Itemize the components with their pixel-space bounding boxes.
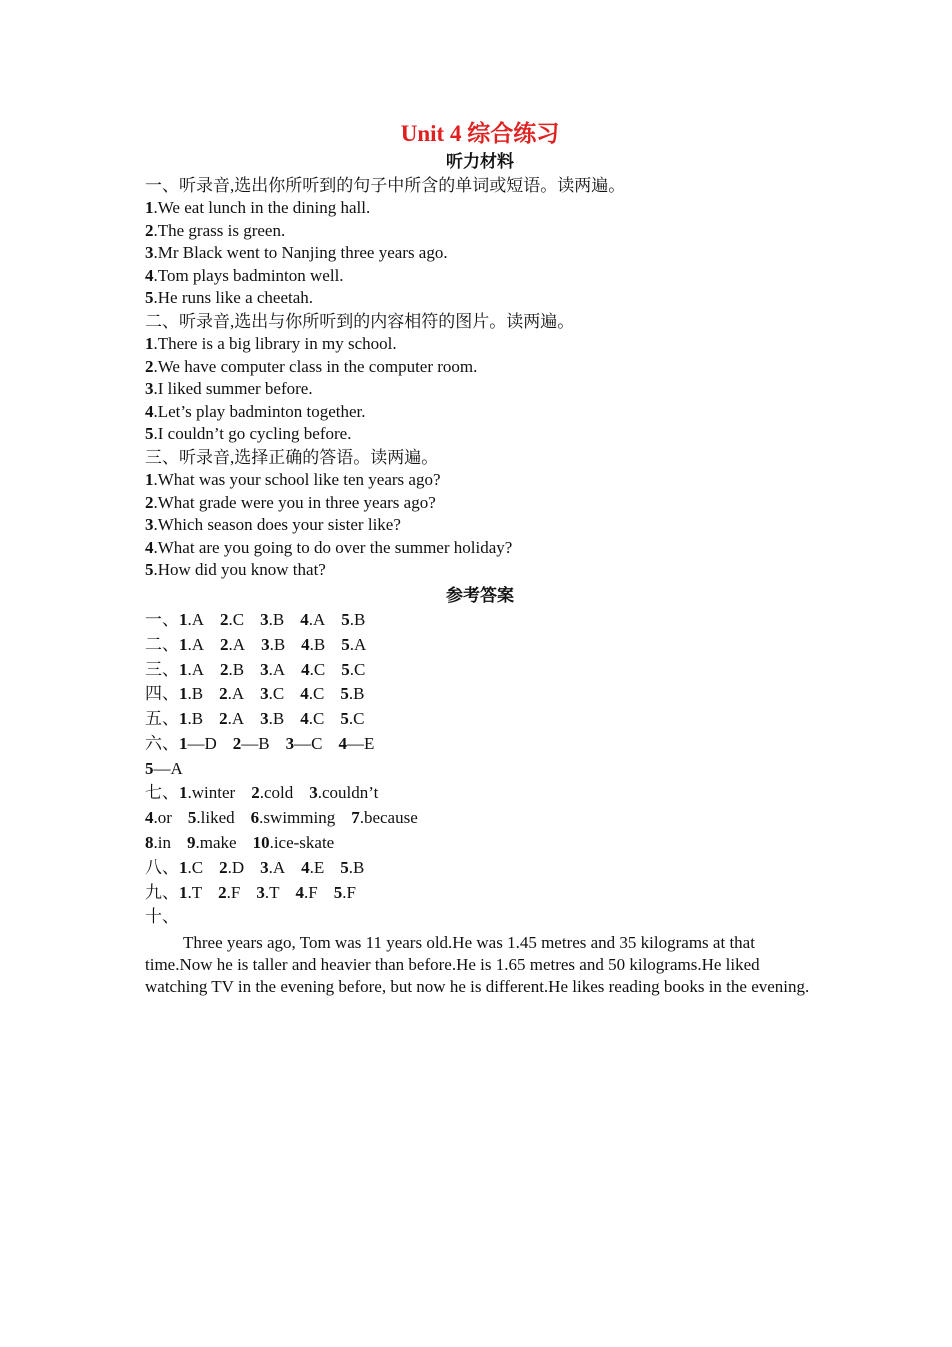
answer-item	[334, 883, 356, 902]
answer-item	[300, 709, 324, 728]
answer-number: 1	[179, 857, 188, 877]
answer-value: .A	[187, 634, 205, 654]
listening-item	[145, 197, 815, 220]
answer-value: .D	[227, 857, 245, 877]
answer-number: 2	[232, 733, 242, 753]
answer-section-prefix: 九、	[145, 882, 179, 902]
section-heading: 二、听录音,选出与你所听到的内容相符的图片。读两遍。	[145, 311, 575, 331]
item-text: .How did you know that?	[153, 560, 326, 580]
answer-line	[145, 682, 815, 707]
answer-value: .A	[228, 634, 246, 654]
answer-item	[220, 660, 244, 679]
answer-value: .ice-skate	[269, 833, 335, 853]
answer-value: .liked	[196, 808, 235, 828]
answer-section-prefix: 六、	[145, 733, 179, 753]
answer-value: .C	[308, 709, 325, 729]
answer-number: 4	[295, 882, 304, 902]
answer-number: 4	[338, 733, 347, 753]
answer-item	[309, 783, 378, 802]
item-number: 5	[145, 424, 154, 444]
item-number: 2	[145, 220, 154, 240]
answer-item	[261, 635, 285, 654]
listening-item	[145, 469, 815, 492]
item-text: .Which season does your sister like?	[153, 515, 401, 535]
answer-number: 3	[260, 609, 269, 629]
answer-item	[179, 783, 235, 802]
answer-number: 1	[179, 783, 188, 803]
answer-value: .B	[349, 609, 366, 629]
answer-line	[145, 856, 815, 881]
answer-section-prefix: 三、	[145, 659, 179, 679]
answer-item	[219, 709, 244, 728]
item-text: .Mr Black went to Nanjing three years ago.	[153, 243, 448, 263]
item-text: .I liked summer before.	[153, 379, 313, 399]
answer-section-prefix: 二、	[145, 634, 179, 654]
answer-item	[220, 610, 244, 629]
page-title: Unit 4 综合练习	[400, 121, 560, 146]
answer-number: 4	[301, 634, 310, 654]
item-number: 3	[145, 379, 154, 399]
answer-number: 4	[300, 709, 309, 729]
answer-value: .A	[227, 709, 245, 729]
answer-value: .or	[153, 808, 172, 828]
answer-item	[340, 858, 364, 877]
answer-item	[219, 684, 244, 703]
answer-line	[145, 757, 815, 782]
answer-value: .A	[227, 684, 245, 704]
item-text: .We eat lunch in the dining hall.	[153, 198, 371, 217]
item-number: 5	[145, 560, 154, 580]
answer-value: .A	[268, 659, 286, 679]
answer-item	[301, 858, 324, 877]
answer-item	[338, 734, 374, 753]
answer-item	[179, 660, 204, 679]
answer-line	[145, 658, 815, 683]
item-number: 1	[145, 198, 154, 217]
answer-value: .make	[195, 833, 237, 853]
answer-number: 5	[145, 758, 154, 778]
final-paragraph: Three years ago, Tom was 11 years old.He was 1.45 metres and 35 kilograms at that time.Now he is taller and heavier than before.He is 1.65 metres and 50 kilograms.He liked watching TV in the evening before, but now he is different.He likes reading books in the evening.	[145, 933, 810, 997]
item-number: 4	[145, 265, 154, 285]
answer-value: .A	[349, 634, 367, 654]
answer-value: .B	[187, 709, 204, 729]
answer-number: 3	[309, 783, 318, 803]
item-text: .The grass is green.	[153, 220, 286, 240]
answer-section-prefix: 五、	[145, 709, 179, 729]
answer-item	[179, 610, 204, 629]
answer-value: .C	[187, 857, 204, 877]
answer-number: 1	[179, 684, 188, 704]
answer-value: .T	[187, 882, 203, 902]
answer-item	[179, 684, 203, 703]
item-number: 1	[145, 469, 154, 489]
answer-value: .because	[359, 808, 418, 828]
answer-number: 3	[285, 733, 295, 753]
item-number: 5	[145, 288, 154, 308]
listening-item	[145, 514, 815, 537]
answer-item	[286, 734, 323, 753]
listening-material	[145, 174, 815, 582]
section-heading: 三、听录音,选择正确的答语。读两遍。	[145, 447, 439, 467]
item-text: .We have computer class in the computer room.	[153, 356, 478, 376]
answer-item	[340, 684, 364, 703]
answer-value: .C	[348, 709, 365, 729]
answer-line	[145, 608, 815, 633]
answer-line	[145, 806, 815, 831]
answer-number: 3	[260, 857, 269, 877]
answer-value: .B	[348, 684, 365, 704]
answer-number: 5	[341, 634, 350, 654]
listening-item	[145, 356, 815, 379]
answer-line	[145, 881, 815, 906]
answer-item	[260, 709, 284, 728]
answer-item	[179, 883, 202, 902]
answer-item	[179, 709, 203, 728]
answer-value: .F	[304, 882, 318, 902]
answer-section-prefix: 十、	[145, 907, 179, 927]
listening-item	[145, 537, 815, 560]
answer-section-prefix: 四、	[145, 684, 179, 704]
answer-item	[340, 709, 364, 728]
answer-line	[145, 707, 815, 732]
answer-value: .A	[187, 609, 205, 629]
answer-value: .E	[309, 857, 325, 877]
answer-item	[251, 783, 293, 802]
answer-number: 5	[187, 808, 197, 828]
answer-item	[296, 883, 318, 902]
listening-item	[145, 423, 815, 446]
answer-item	[300, 610, 325, 629]
answer-value: .F	[342, 882, 356, 902]
item-number: 2	[145, 492, 154, 512]
answer-item	[188, 808, 235, 827]
answer-number: 4	[145, 808, 154, 828]
answer-line	[145, 633, 815, 658]
item-number: 3	[145, 243, 154, 263]
answer-value: .swimming	[259, 808, 336, 828]
listening-item	[145, 333, 815, 356]
answer-item	[187, 833, 237, 852]
answer-number: 2	[219, 709, 228, 729]
listening-item	[145, 242, 815, 265]
answer-number: 3	[256, 882, 265, 902]
answer-item	[145, 759, 183, 778]
answer-item	[179, 858, 203, 877]
answer-value: —C	[294, 733, 323, 753]
listening-item	[145, 559, 815, 582]
answer-value: —E	[346, 733, 375, 753]
item-text: .Tom plays badminton well.	[153, 265, 344, 285]
listening-item	[145, 401, 815, 424]
answer-item	[220, 635, 245, 654]
item-text: .There is a big library in my school.	[153, 333, 397, 353]
answer-number: 4	[300, 609, 309, 629]
answer-value: —A	[153, 758, 183, 778]
answer-key	[145, 608, 815, 930]
answer-value: .B	[187, 684, 204, 704]
answer-value: .B	[348, 857, 365, 877]
answer-item	[233, 734, 270, 753]
answer-number: 7	[351, 808, 360, 828]
answer-number: 2	[220, 659, 229, 679]
answer-number: 3	[260, 709, 269, 729]
answer-value: .cold	[259, 783, 294, 803]
answer-number: 2	[219, 684, 228, 704]
answer-item	[260, 684, 284, 703]
answer-number: 2	[251, 783, 260, 803]
answer-item	[260, 660, 285, 679]
answer-number: 4	[301, 659, 310, 679]
answer-value: .A	[308, 609, 326, 629]
answer-item	[341, 635, 366, 654]
item-text: .What was your school like ten years ago?	[153, 469, 441, 489]
answer-number: 4	[300, 684, 309, 704]
answer-number: 9	[186, 833, 196, 853]
answer-value: .in	[153, 833, 171, 853]
answer-number: 2	[218, 882, 227, 902]
answer-item	[179, 635, 204, 654]
answer-item	[251, 808, 336, 827]
answer-item	[341, 660, 365, 679]
answer-item	[300, 684, 324, 703]
answer-item	[301, 635, 325, 654]
answer-value: .B	[269, 634, 286, 654]
listening-item	[145, 378, 815, 401]
answer-number: 2	[220, 609, 229, 629]
answer-value: .C	[309, 659, 326, 679]
answers-heading: 参考答案	[446, 585, 514, 606]
answer-number: 10	[252, 833, 270, 853]
item-number: 4	[145, 401, 154, 421]
section-heading: 一、听录音,选出你所听到的句子中所含的单词或短语。读两遍。	[145, 176, 626, 195]
document-page	[145, 118, 815, 998]
answer-item	[179, 734, 217, 753]
answer-number: 6	[250, 808, 260, 828]
answer-item	[351, 808, 418, 827]
answer-number: 1	[179, 882, 188, 902]
answer-value: .winter	[187, 783, 236, 803]
answer-item	[253, 833, 335, 852]
answer-line	[145, 732, 815, 757]
answer-number: 4	[301, 857, 310, 877]
item-number: 4	[145, 537, 154, 557]
answer-item	[260, 610, 284, 629]
answer-value: —D	[187, 733, 217, 753]
answer-value: .B	[268, 609, 285, 629]
answer-section-prefix: 八、	[145, 857, 179, 877]
answer-item	[301, 660, 325, 679]
answer-number: 5	[333, 882, 343, 902]
answer-number: 1	[179, 659, 188, 679]
answer-number: 8	[145, 833, 154, 853]
item-text: .He runs like a cheetah.	[153, 288, 314, 308]
answer-value: .A	[268, 857, 286, 877]
listening-item	[145, 265, 815, 288]
answer-number: 3	[260, 684, 269, 704]
listening-item	[145, 220, 815, 243]
answer-number: 2	[220, 634, 229, 654]
listening-heading: 听力材料	[446, 152, 514, 172]
item-text: .Let’s play badminton together.	[153, 401, 366, 421]
answer-value: .T	[264, 882, 280, 902]
answer-number: 3	[260, 659, 269, 679]
item-text: .What grade were you in three years ago?	[153, 492, 436, 512]
item-text: .What are you going to do over the summer holiday?	[153, 537, 513, 557]
answer-value: .C	[228, 609, 245, 629]
listening-item	[145, 492, 815, 515]
item-number: 1	[145, 333, 154, 353]
answer-number: 3	[261, 634, 270, 654]
answer-item	[218, 883, 240, 902]
answer-line	[145, 781, 815, 806]
answer-value: .F	[226, 882, 241, 902]
answer-value: .C	[308, 684, 325, 704]
answer-number: 5	[341, 659, 350, 679]
answer-number: 1	[179, 733, 188, 753]
answer-value: .couldn’t	[317, 783, 379, 803]
answer-item	[219, 858, 244, 877]
answer-value: —B	[241, 733, 270, 753]
answer-section-prefix: 一、	[145, 609, 179, 629]
answer-number: 1	[179, 709, 188, 729]
answer-value: .C	[349, 659, 366, 679]
answer-item	[145, 808, 172, 827]
item-number: 3	[145, 515, 154, 535]
answer-number: 1	[179, 634, 188, 654]
answer-item	[145, 833, 171, 852]
listening-item	[145, 287, 815, 310]
answer-number: 2	[219, 857, 228, 877]
answer-item	[341, 610, 365, 629]
answer-number: 1	[179, 609, 188, 629]
item-number: 2	[145, 356, 154, 376]
answer-line	[145, 905, 815, 930]
answer-item	[256, 883, 279, 902]
answer-value: .A	[187, 659, 205, 679]
answer-number: 5	[340, 857, 349, 877]
answer-value: .C	[268, 684, 285, 704]
answer-value: .B	[309, 634, 326, 654]
answer-value: .B	[228, 659, 245, 679]
answer-number: 5	[340, 684, 349, 704]
answer-value: .B	[268, 709, 285, 729]
answer-number: 5	[341, 609, 350, 629]
item-text: .I couldn’t go cycling before.	[153, 424, 352, 444]
answer-line	[145, 831, 815, 856]
answer-number: 5	[340, 709, 349, 729]
answer-section-prefix: 七、	[145, 783, 179, 803]
answer-item	[260, 858, 285, 877]
